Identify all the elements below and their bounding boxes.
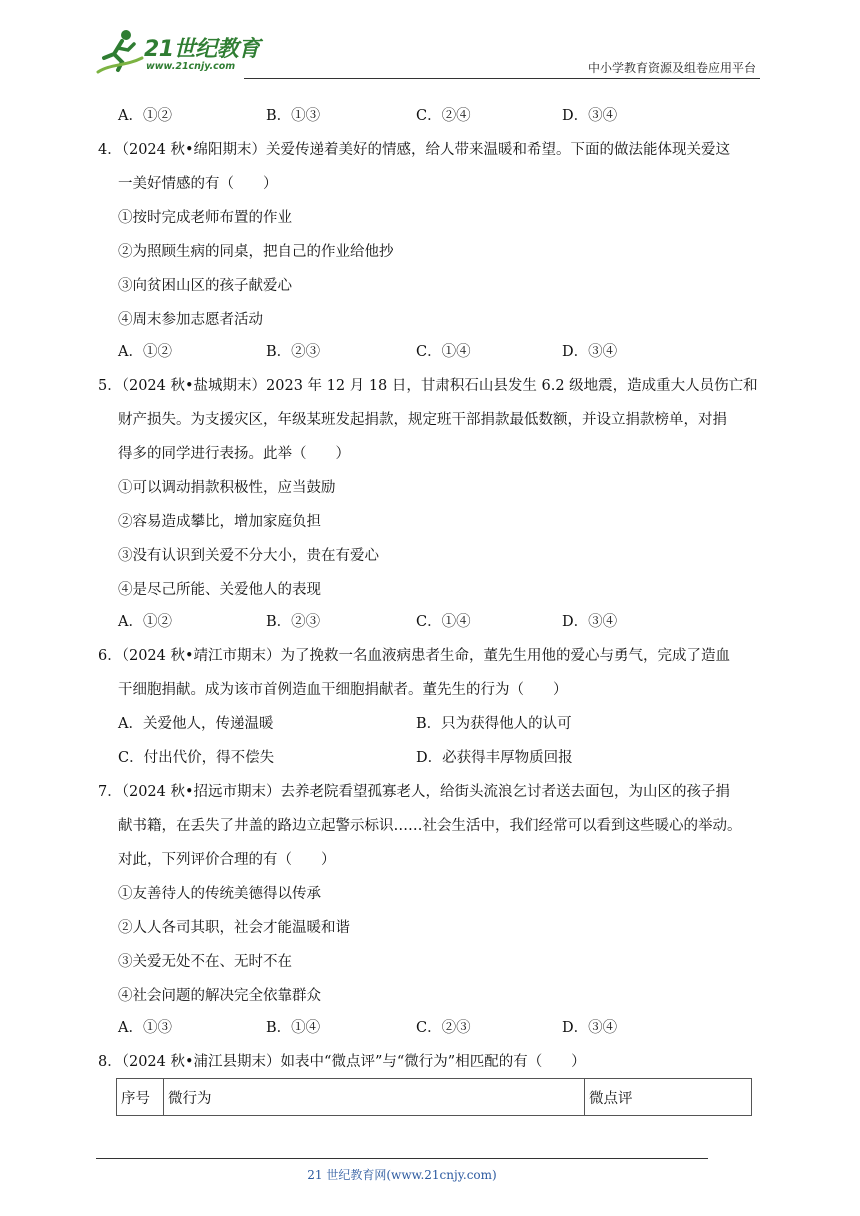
footer-link[interactable]: 21 世纪教育网(www.21cnjy.com) bbox=[307, 1168, 497, 1182]
site-logo[interactable] bbox=[96, 28, 266, 76]
q5-item-3: ③没有认识到关爱不分大小，贵在有爱心 bbox=[118, 548, 379, 564]
q5-option-a: A．①② bbox=[118, 614, 172, 630]
q4-item-3: ③向贫困山区的孩子献爱心 bbox=[118, 278, 292, 294]
header-divider bbox=[244, 78, 760, 79]
q7-stem-line3: 对此，下列评价合理的有（ ） bbox=[118, 852, 336, 868]
q5-item-2: ②容易造成攀比，增加家庭负担 bbox=[118, 514, 321, 530]
table-header-row bbox=[117, 1079, 752, 1116]
q7-option-c: C．②③ bbox=[416, 1020, 471, 1036]
q5-stem-line2: 财产损失。为支援灾区，年级某班发起捐款，规定班干部捐款最低数额，并设立捐款榜单，对捐 bbox=[118, 412, 727, 428]
q4-stem-line2: 一美好情感的有（ ） bbox=[118, 176, 278, 192]
q3-option-a: A．①② bbox=[118, 108, 172, 124]
q5-option-c: C．①④ bbox=[416, 614, 471, 630]
q7-option-a: A．①③ bbox=[118, 1020, 172, 1036]
q4-option-a: A．①② bbox=[118, 344, 172, 360]
q4-option-b: B．②③ bbox=[266, 344, 321, 360]
q7-item-1: ①友善待人的传统美德得以传承 bbox=[118, 886, 321, 902]
q7-item-4: ④社会问题的解决完全依靠群众 bbox=[118, 988, 321, 1004]
q6-stem-line2: 干细胞捐献。成为该市首例造血干细胞捐献者。董先生的行为（ ） bbox=[118, 682, 568, 698]
q3-option-b: B．①③ bbox=[266, 108, 321, 124]
q6-stem-line1: 6．（2024 秋•靖江市期末）为了挽救一名血液病患者生命，董先生用他的爱心与勇气，完成了造血 bbox=[98, 648, 731, 664]
q4-item-2: ②为照顾生病的同桌，把自己的作业给他抄 bbox=[118, 244, 394, 260]
q5-option-b: B．②③ bbox=[266, 614, 321, 630]
page-header bbox=[96, 28, 760, 80]
q4-option-c: C．①④ bbox=[416, 344, 471, 360]
q4-item-1: ①按时完成老师布置的作业 bbox=[118, 210, 292, 226]
table-header-cell: 微点评 bbox=[585, 1079, 752, 1116]
logo-url: www.21cnjy.com bbox=[146, 61, 236, 72]
platform-title: 中小学教育资源及组卷应用平台 bbox=[587, 61, 756, 75]
q4-stem-line1: 4．（2024 秋•绵阳期末）关爱传递着美好的情感，给人带来温暖和希望。下面的做法能体现关爱这 bbox=[98, 142, 731, 158]
q6-option-d: D．必获得丰厚物质回报 bbox=[416, 750, 573, 766]
q5-stem-line3: 得多的同学进行表扬。此举（ ） bbox=[118, 446, 350, 462]
q4-option-d: D．③④ bbox=[562, 344, 618, 360]
q5-item-4: ④是尽己所能、关爱他人的表现 bbox=[118, 582, 321, 598]
q7-stem-line1: 7．（2024 秋•招远市期末）去养老院看望孤寡老人，给街头流浪乞讨者送去面包，为山区的孩子捐 bbox=[98, 784, 731, 800]
table-header-cell: 微行为 bbox=[164, 1079, 585, 1116]
q6-option-b: B．只为获得他人的认可 bbox=[416, 716, 572, 732]
q8-table bbox=[116, 1078, 752, 1116]
footer-divider bbox=[96, 1158, 708, 1159]
q7-option-d: D．③④ bbox=[562, 1020, 618, 1036]
q8-stem-line1: 8．（2024 秋•浦江县期末）如表中“微点评”与“微行为”相匹配的有（ ） bbox=[98, 1054, 586, 1070]
q3-option-d: D．③④ bbox=[562, 108, 618, 124]
q7-stem-line2: 献书籍，在丢失了井盖的路边立起警示标识……社会生活中，我们经常可以看到这些暖心的举动。 bbox=[118, 818, 742, 834]
q3-option-c: C．②④ bbox=[416, 108, 471, 124]
q6-option-a: A．关爱他人，传递温暖 bbox=[118, 716, 274, 732]
q7-item-2: ②人人各司其职，社会才能温暖和谐 bbox=[118, 920, 350, 936]
q6-option-c: C．付出代价，得不偿失 bbox=[118, 750, 275, 766]
q7-option-b: B．①④ bbox=[266, 1020, 321, 1036]
table-header-cell: 序号 bbox=[117, 1079, 164, 1116]
q7-item-3: ③关爱无处不在、无时不在 bbox=[118, 954, 292, 970]
q5-item-1: ①可以调动捐款积极性，应当鼓励 bbox=[118, 480, 336, 496]
q5-stem-line1: 5．（2024 秋•盐城期末）2023 年 12 月 18 日，甘肃积石山县发生 6.2 级地震，造成重大人员伤亡和 bbox=[98, 378, 758, 394]
logo-text: 21世纪教育 bbox=[144, 37, 260, 62]
q4-item-4: ④周末参加志愿者活动 bbox=[118, 312, 263, 328]
q5-option-d: D．③④ bbox=[562, 614, 618, 630]
runner-logo-icon bbox=[96, 28, 144, 74]
